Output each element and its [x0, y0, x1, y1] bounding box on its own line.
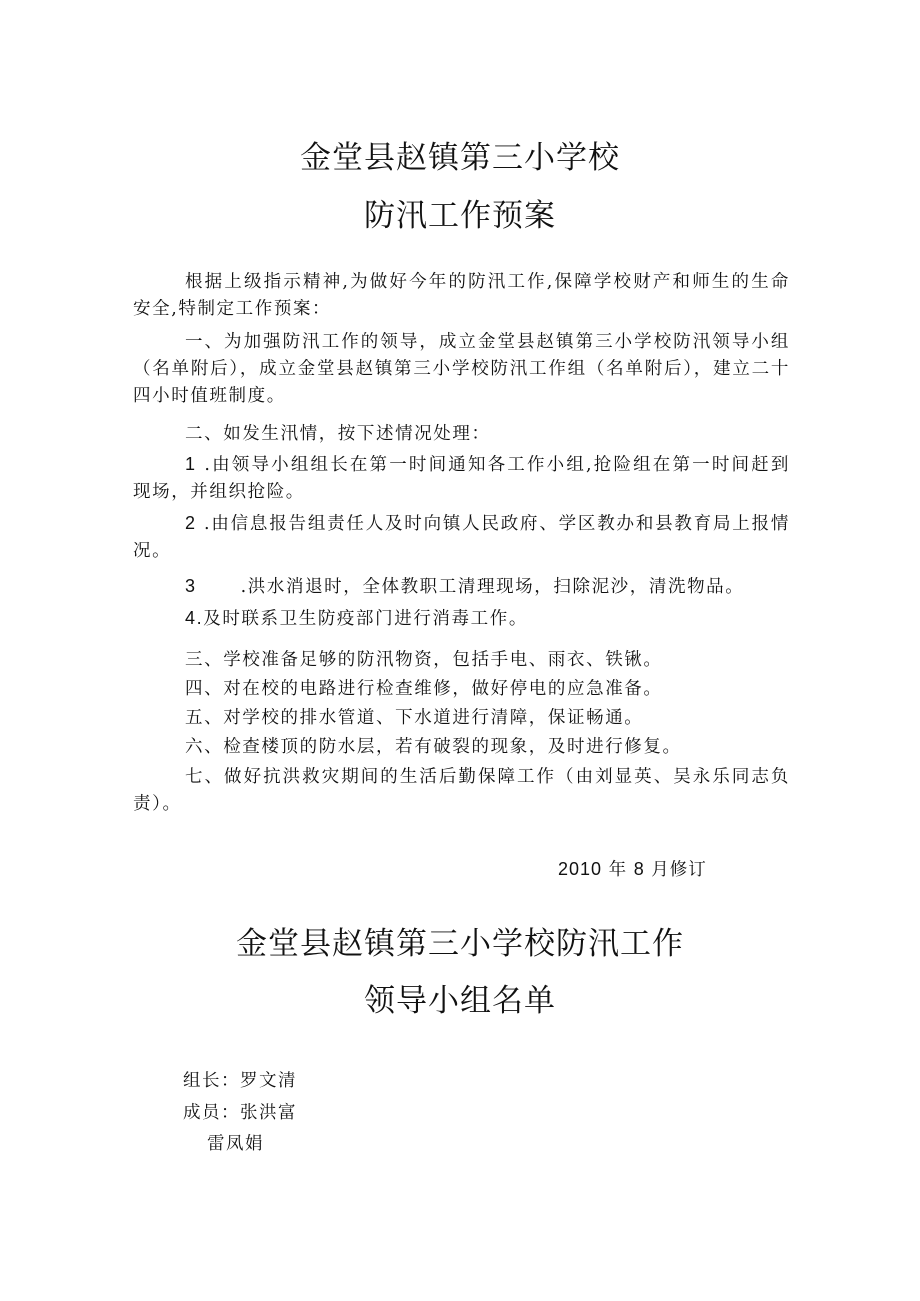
leadership-title-line2: 领导小组名单	[364, 983, 556, 1019]
sub-item-1-number: 1	[185, 454, 197, 474]
item-4-paragraph: 四、对在校的电路进行检查维修，做好停电的应急准备。	[185, 679, 663, 699]
intro-paragraph: 根据上级指示精神,为做好今年的防汛工作,保障学校财产和师生的生命安全,特制定工作预案：	[133, 272, 790, 319]
sub-item-1-text: .由领导小组组长在第一时间通知各工作小组,抢险组在第一时间赶到现场，并组织抢险。	[133, 455, 790, 502]
sub-item-2-number: 2	[185, 513, 197, 533]
item-1-paragraph: 一、为加强防汛工作的领导，成立金堂县赵镇第三小学校防汛领导小组（名单附后），成立金堂县赵镇第三小学校防汛工作组（名单附后），建立二十四小时值班制度。	[133, 332, 790, 406]
item-7-paragraph: 七、做好抗洪救灾期间的生活后勤保障工作（由刘显英、吴永乐同志负责）。	[133, 767, 790, 814]
sub-item-4-number: 4.	[185, 608, 204, 628]
sub-item-4	[133, 605, 790, 633]
item-5-paragraph: 五、对学校的排水管道、下水道进行清障，保证畅通。	[185, 708, 644, 728]
revision-year-unit: 年	[608, 860, 628, 880]
sub-item-3-number: 3	[185, 576, 197, 596]
document-title-line1: 金堂县赵镇第三小学校	[300, 140, 620, 176]
sub-item-1	[133, 451, 790, 506]
member-entry-2: 雷凤娟	[207, 1134, 264, 1154]
document-title-line2: 防汛工作预案	[364, 198, 556, 234]
sub-item-4-text: 及时联系卫生防疫部门进行消毒工作。	[203, 609, 528, 629]
item-2-paragraph: 二、如发生汛情，按下述情况处理：	[185, 424, 491, 444]
revision-date	[558, 856, 707, 881]
sub-item-2	[133, 510, 790, 565]
revision-suffix: 月修订	[651, 860, 707, 880]
item-3-paragraph: 三、学校准备足够的防汛物资，包括手电、雨衣、铁锹。	[185, 650, 663, 670]
member-entry-1: 成员：张洪富	[183, 1103, 297, 1123]
revision-year: 2010	[558, 859, 603, 879]
leadership-title-line1: 金堂县赵镇第三小学校防汛工作	[236, 926, 684, 962]
sub-item-3	[133, 573, 790, 601]
revision-month: 8	[633, 859, 645, 879]
sub-item-3-text: .洪水消退时，全体教职工清理现场，扫除泥沙，清洗物品。	[240, 577, 745, 597]
item-6-paragraph: 六、检查楼顶的防水层，若有破裂的现象，及时进行修复。	[185, 737, 682, 757]
sub-item-2-text: .由信息报告组责任人及时向镇人民政府、学区教办和县教育局上报情况。	[133, 514, 790, 561]
leader-entry: 组长：罗文清	[183, 1071, 297, 1091]
